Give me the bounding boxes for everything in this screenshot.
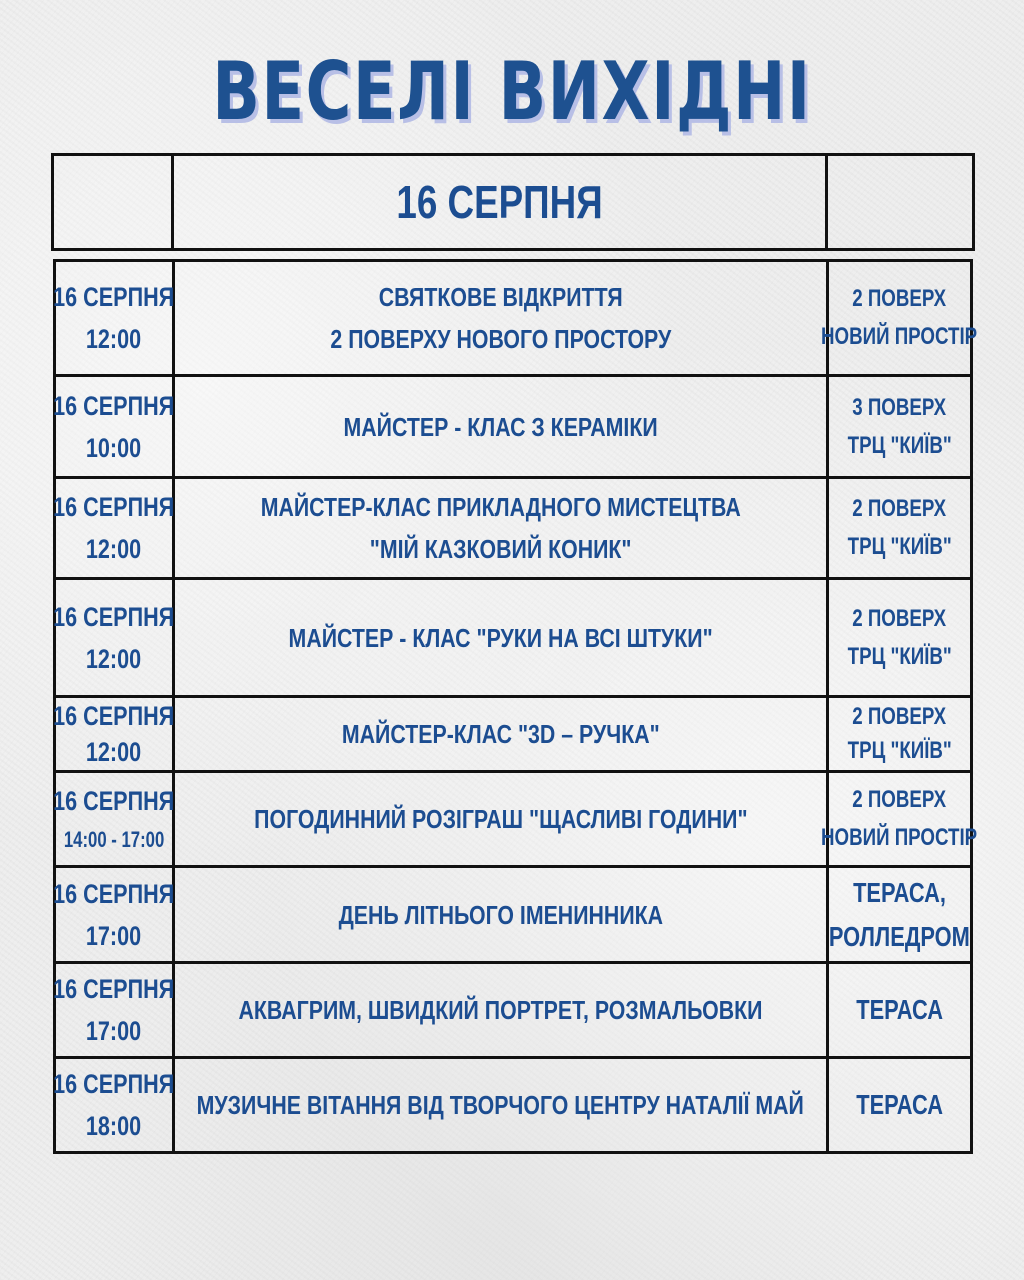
event-date: 16 СЕРПНЯ bbox=[53, 601, 175, 632]
event-time: 12:00 bbox=[86, 324, 142, 354]
header-divider-left bbox=[171, 156, 174, 248]
location-cell bbox=[821, 773, 978, 865]
datetime-cell bbox=[53, 580, 175, 695]
event-time: 18:00 bbox=[86, 1111, 142, 1141]
event-date: 16 СЕРПНЯ bbox=[53, 974, 175, 1004]
event-location: ТРЦ "КИЇВ" bbox=[847, 431, 952, 459]
event-cell bbox=[175, 698, 829, 770]
event-location: ТРЦ "КИЇВ" bbox=[847, 642, 952, 670]
event-location: ТЕРАСА bbox=[856, 1089, 943, 1120]
event-location: ТЕРАСА, bbox=[853, 876, 946, 908]
datetime-cell bbox=[53, 262, 175, 374]
datetime-cell bbox=[53, 868, 175, 961]
datetime-cell bbox=[53, 377, 175, 476]
location-cell bbox=[829, 698, 970, 770]
table-row bbox=[53, 374, 973, 476]
event-date: 16 СЕРПНЯ bbox=[53, 492, 175, 522]
event-location: 2 ПОВЕРХ bbox=[852, 786, 947, 813]
page-title: ВЕСЕЛІ ВИХІДНІ bbox=[212, 45, 812, 138]
location-cell bbox=[829, 479, 970, 577]
event-title: "МІЙ КАЗКОВИЙ КОНИК" bbox=[369, 534, 632, 564]
event-location: НОВИЙ ПРОСТІР bbox=[821, 323, 978, 350]
event-title: 2 ПОВЕРХУ НОВОГО ПРОСТОРУ bbox=[330, 324, 671, 354]
event-date: 16 СЕРПНЯ bbox=[53, 390, 175, 421]
date-header: 16 СЕРПНЯ bbox=[396, 176, 603, 228]
event-date: 16 СЕРПНЯ bbox=[53, 701, 175, 731]
event-location: 3 ПОВЕРХ bbox=[852, 393, 947, 421]
event-location: РОЛЛЕДРОМ bbox=[829, 920, 970, 952]
location-cell bbox=[829, 580, 970, 695]
location-cell bbox=[821, 262, 978, 374]
location-cell bbox=[829, 1059, 970, 1151]
event-title: АКВАГРИМ, ШВИДКИЙ ПОРТРЕТ, РОЗМАЛЬОВКИ bbox=[238, 995, 763, 1025]
event-time: 12:00 bbox=[86, 643, 142, 674]
datetime-cell bbox=[53, 479, 175, 577]
event-title: МАЙСТЕР-КЛАС ПРИКЛАДНОГО МИСТЕЦТВА bbox=[260, 492, 741, 522]
event-title: МАЙСТЕР-КЛАС "3D – РУЧКА" bbox=[341, 719, 660, 749]
event-title: МАЙСТЕР - КЛАС З КЕРАМІКИ bbox=[343, 411, 658, 442]
datetime-cell bbox=[53, 964, 175, 1056]
date-header-table bbox=[51, 153, 975, 251]
event-date: 16 СЕРПНЯ bbox=[53, 786, 175, 816]
table-row bbox=[53, 476, 973, 577]
event-time: 12:00 bbox=[86, 534, 142, 564]
event-time: 10:00 bbox=[86, 432, 142, 463]
event-title: СВЯТКОВЕ ВІДКРИТТЯ bbox=[378, 282, 623, 312]
event-location: 2 ПОВЕРХ bbox=[852, 495, 947, 522]
event-date: 16 СЕРПНЯ bbox=[53, 878, 175, 909]
event-cell bbox=[175, 262, 829, 374]
table-row bbox=[53, 695, 973, 770]
event-time: 14:00 - 17:00 bbox=[63, 827, 165, 852]
event-location: 2 ПОВЕРХ bbox=[852, 285, 947, 312]
header-divider-right bbox=[825, 156, 828, 248]
datetime-cell bbox=[53, 1059, 175, 1151]
event-cell bbox=[175, 964, 829, 1056]
event-location: 2 ПОВЕРХ bbox=[852, 703, 947, 730]
event-location: НОВИЙ ПРОСТІР bbox=[821, 824, 978, 851]
event-location: ТЕРАСА bbox=[856, 994, 943, 1025]
table-row bbox=[53, 577, 973, 695]
datetime-cell bbox=[53, 773, 175, 865]
event-date: 16 СЕРПНЯ bbox=[53, 282, 175, 312]
schedule-table bbox=[53, 259, 978, 1154]
event-title: МАЙСТЕР - КЛАС "РУКИ НА ВСІ ШТУКИ" bbox=[288, 622, 713, 653]
event-cell bbox=[175, 1059, 829, 1151]
event-location: 2 ПОВЕРХ bbox=[852, 604, 947, 632]
event-title: МУЗИЧНЕ ВІТАННЯ ВІД ТВОРЧОГО ЦЕНТРУ НАТАЛІЇ МАЙ bbox=[196, 1090, 805, 1120]
table-row bbox=[53, 961, 973, 1056]
event-date: 16 СЕРПНЯ bbox=[53, 1069, 175, 1099]
table-row bbox=[53, 1056, 973, 1154]
event-cell bbox=[175, 773, 829, 865]
datetime-cell bbox=[53, 698, 175, 770]
event-title: ПОГОДИННИЙ РОЗІГРАШ "ЩАСЛИВІ ГОДИНИ" bbox=[253, 804, 748, 834]
table-row bbox=[53, 865, 973, 961]
event-cell bbox=[175, 377, 829, 476]
event-cell bbox=[175, 479, 829, 577]
event-location: ТРЦ "КИЇВ" bbox=[847, 737, 952, 764]
location-cell bbox=[829, 377, 970, 476]
event-cell bbox=[175, 580, 829, 695]
location-cell bbox=[829, 964, 970, 1056]
event-cell bbox=[175, 868, 829, 961]
event-title: ДЕНЬ ЛІТНЬОГО ІМЕНИННИКА bbox=[338, 899, 663, 930]
table-row bbox=[53, 259, 978, 374]
event-time: 17:00 bbox=[86, 1016, 142, 1046]
table-row bbox=[53, 770, 978, 865]
event-time: 12:00 bbox=[86, 737, 142, 767]
location-cell bbox=[829, 868, 970, 961]
event-location: ТРЦ "КИЇВ" bbox=[847, 533, 952, 560]
event-time: 17:00 bbox=[86, 920, 142, 951]
